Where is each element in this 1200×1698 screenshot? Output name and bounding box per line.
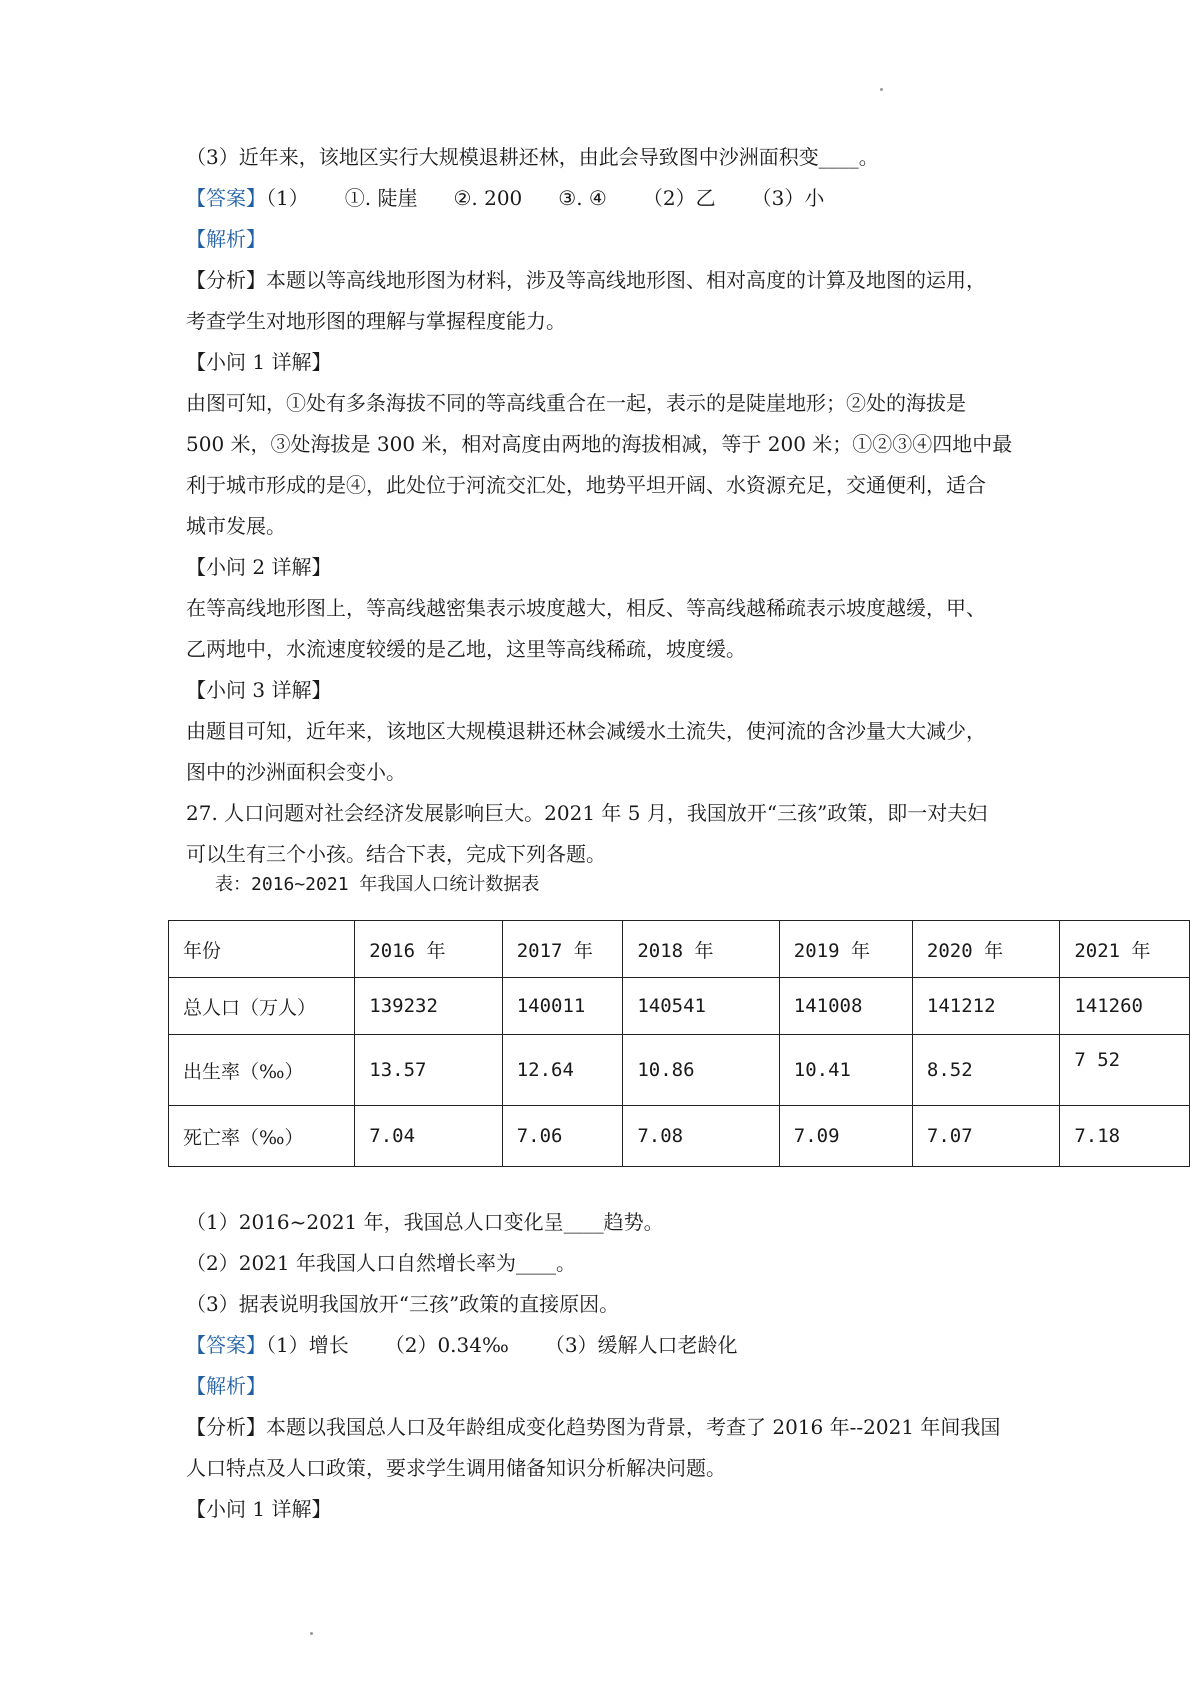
analysis-line: 【分析】本题以我国总人口及年龄组成变化趋势图为背景，考查了 2016 年--2021 年间我国 (186, 1415, 1001, 1439)
table-cell: 140541 (623, 978, 779, 1035)
table-cell: 13.57 (355, 1035, 502, 1106)
q27-sub1: （1）2016~2021 年，我国总人口变化呈____趋势。 (186, 1210, 664, 1234)
table-cell: 总人口（万人） (169, 978, 355, 1035)
q26-answer-line (186, 184, 1026, 212)
answer-part: ①. 陡崖 (344, 186, 418, 210)
detail-heading: 【小问 2 详解】 (186, 555, 332, 579)
table-cell: 出生率（‰） (169, 1035, 355, 1106)
table-cell: 141260 (1060, 978, 1190, 1035)
table-cell: 140011 (502, 978, 623, 1035)
answer-part: （1） (266, 186, 309, 210)
detail-line: 由图可知，①处有多条海拔不同的等高线重合在一起，表示的是陡崖地形；②处的海拔是 (186, 391, 966, 415)
table-cell: 7.04 (355, 1106, 502, 1167)
detail-heading: 【小问 1 详解】 (186, 1497, 332, 1521)
table-cell: 2018 年 (623, 921, 779, 978)
table-row (169, 978, 1190, 1035)
q27-answer-line (186, 1331, 1026, 1359)
q26-sub3: （3）近年来，该地区实行大规模退耕还林，由此会导致图中沙洲面积变____。 (186, 145, 879, 169)
table-cell: 死亡率（‰） (169, 1106, 355, 1167)
detail-line: 在等高线地形图上，等高线越密集表示坡度越大，相反、等高线越稀疏表示坡度越缓，甲、 (186, 596, 986, 620)
answer-part: （1）增长 (266, 1333, 349, 1357)
answer-part: （3）缓解人口老龄化 (544, 1333, 738, 1357)
table-caption: 表：2016~2021 年我国人口统计数据表 (215, 874, 540, 895)
table-cell: 7.18 (1060, 1106, 1190, 1167)
answer-part: （2）乙 (642, 186, 716, 210)
table-cell: 年份 (169, 921, 355, 978)
table-cell: 8.52 (912, 1035, 1059, 1106)
table-row (169, 1035, 1190, 1106)
scan-speck (310, 1632, 313, 1635)
detail-heading: 【小问 3 详解】 (186, 678, 332, 702)
q27-sub3: （3）据表说明我国放开“三孩”政策的直接原因。 (186, 1292, 620, 1316)
analysis-line: 【分析】本题以等高线地形图为材料，涉及等高线地形图、相对高度的计算及地图的运用， (186, 268, 986, 292)
analysis-line: 考查学生对地形图的理解与掌握程度能力。 (186, 309, 566, 333)
population-table (168, 920, 1190, 1167)
table-cell (1060, 1035, 1190, 1106)
table-cell: 2019 年 (779, 921, 912, 978)
answer-part: ②. 200 (453, 186, 523, 210)
answer-tag: 【答案】 (186, 186, 266, 210)
table-cell: 2020 年 (912, 921, 1059, 978)
table-cell: 7.09 (779, 1106, 912, 1167)
q27-stem: 可以生有三个小孩。结合下表，完成下列各题。 (186, 842, 606, 866)
table-row (169, 1106, 1190, 1167)
detail-heading: 【小问 1 详解】 (186, 350, 332, 374)
q27-stem: 27. 人口问题对社会经济发展影响巨大。2021 年 5 月，我国放开“三孩”政策，即一对夫妇 (186, 801, 988, 825)
cell-text: 7 52 (1074, 1049, 1121, 1071)
q27-sub2: （2）2021 年我国人口自然增长率为____。 (186, 1251, 576, 1275)
detail-line: 城市发展。 (186, 514, 286, 538)
table-cell: 2021 年 (1060, 921, 1190, 978)
answer-part: （3）小 (751, 186, 825, 210)
table-cell: 10.41 (779, 1035, 912, 1106)
table-cell: 7.08 (623, 1106, 779, 1167)
table-cell: 12.64 (502, 1035, 623, 1106)
detail-line: 乙两地中，水流速度较缓的是乙地，这里等高线稀疏，坡度缓。 (186, 637, 746, 661)
detail-line: 由题目可知，近年来，该地区大规模退耕还林会减缓水土流失，使河流的含沙量大大减少， (186, 719, 986, 743)
table-cell: 7.06 (502, 1106, 623, 1167)
analysis-line: 人口特点及人口政策，要求学生调用储备知识分析解决问题。 (186, 1456, 726, 1480)
jiexi-tag: 【解析】 (186, 1374, 266, 1398)
table-cell: 10.86 (623, 1035, 779, 1106)
jiexi-tag: 【解析】 (186, 227, 266, 251)
detail-line: 利于城市形成的是④，此处位于河流交汇处，地势平坦开阔、水资源充足，交通便利，适合 (186, 473, 986, 497)
table-cell: 141008 (779, 978, 912, 1035)
detail-line: 图中的沙洲面积会变小。 (186, 760, 406, 784)
table-cell: 7.07 (912, 1106, 1059, 1167)
table-cell: 141212 (912, 978, 1059, 1035)
table-header-row (169, 921, 1190, 978)
table-cell: 2017 年 (502, 921, 623, 978)
answer-tag: 【答案】 (186, 1333, 266, 1357)
table-cell: 2016 年 (355, 921, 502, 978)
table-cell: 139232 (355, 978, 502, 1035)
detail-line: 500 米，③处海拔是 300 米，相对高度由两地的海拔相减，等于 200 米；①②③④四地中最 (186, 432, 1013, 456)
scan-speck (880, 88, 883, 91)
answer-part: ③. ④ (558, 186, 607, 210)
answer-part: （2）0.34‰ (384, 1333, 509, 1357)
